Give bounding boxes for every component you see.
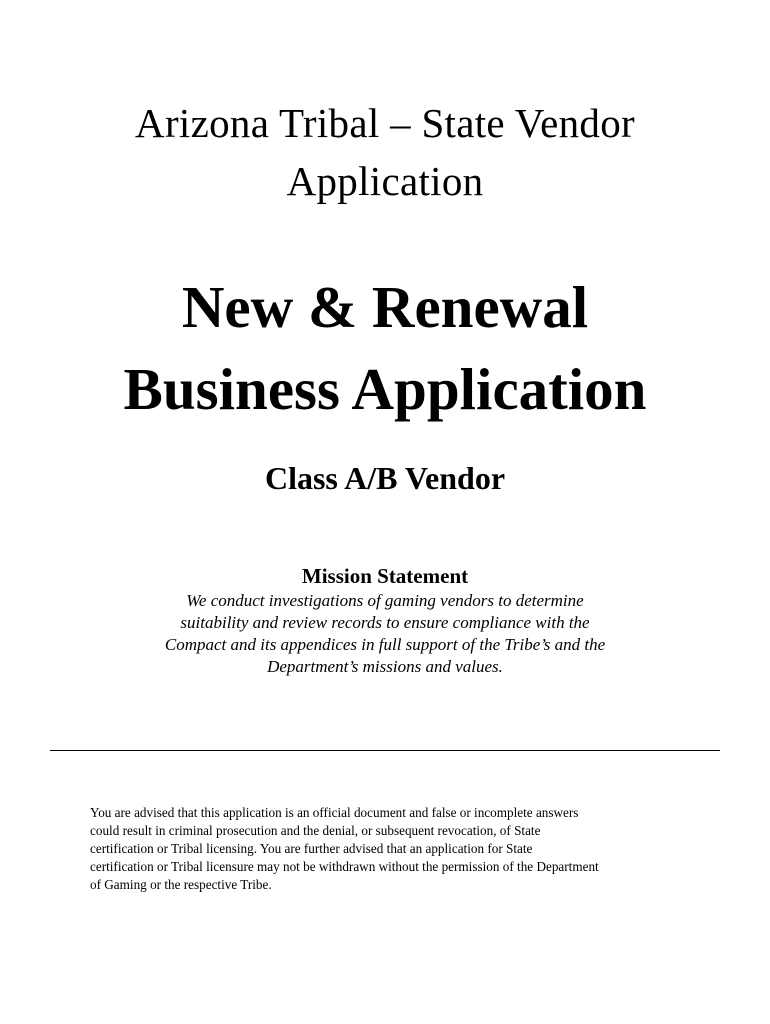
application-heading-line-1: New & Renewal	[181, 274, 589, 340]
mission-statement-line-1: We conduct investigations of gaming vendors to determine	[186, 591, 584, 610]
legal-notice-line-2: could result in criminal prosecution and the denial, or subsequent revocation, of State	[90, 823, 541, 838]
vendor-class-label: Class A/B Vendor	[264, 460, 506, 496]
document-title-line-2: Application	[286, 158, 484, 204]
mission-statement-heading: Mission Statement	[301, 564, 469, 588]
legal-notice-line-1: You are advised that this application is an official document and false or incomplete answers	[90, 805, 579, 820]
mission-statement-line-2: suitability and review records to ensure compliance with the	[180, 613, 590, 632]
document-title-line-1: Arizona Tribal – State Vendor	[135, 100, 635, 146]
mission-statement-line-4: Department’s missions and values.	[267, 657, 503, 676]
legal-notice-line-5: of Gaming or the respective Tribe.	[90, 877, 272, 892]
legal-notice-line-4: certification or Tribal licensure may not be withdrawn without the permission of the Department	[90, 859, 599, 874]
mission-statement-line-3: Compact and its appendices in full support of the Tribe’s and the	[164, 635, 606, 654]
application-heading-line-2: Business Application	[123, 356, 647, 422]
legal-notice-line-3: certification or Tribal licensing. You are further advised that an application for State	[90, 841, 533, 856]
horizontal-divider	[50, 750, 720, 751]
